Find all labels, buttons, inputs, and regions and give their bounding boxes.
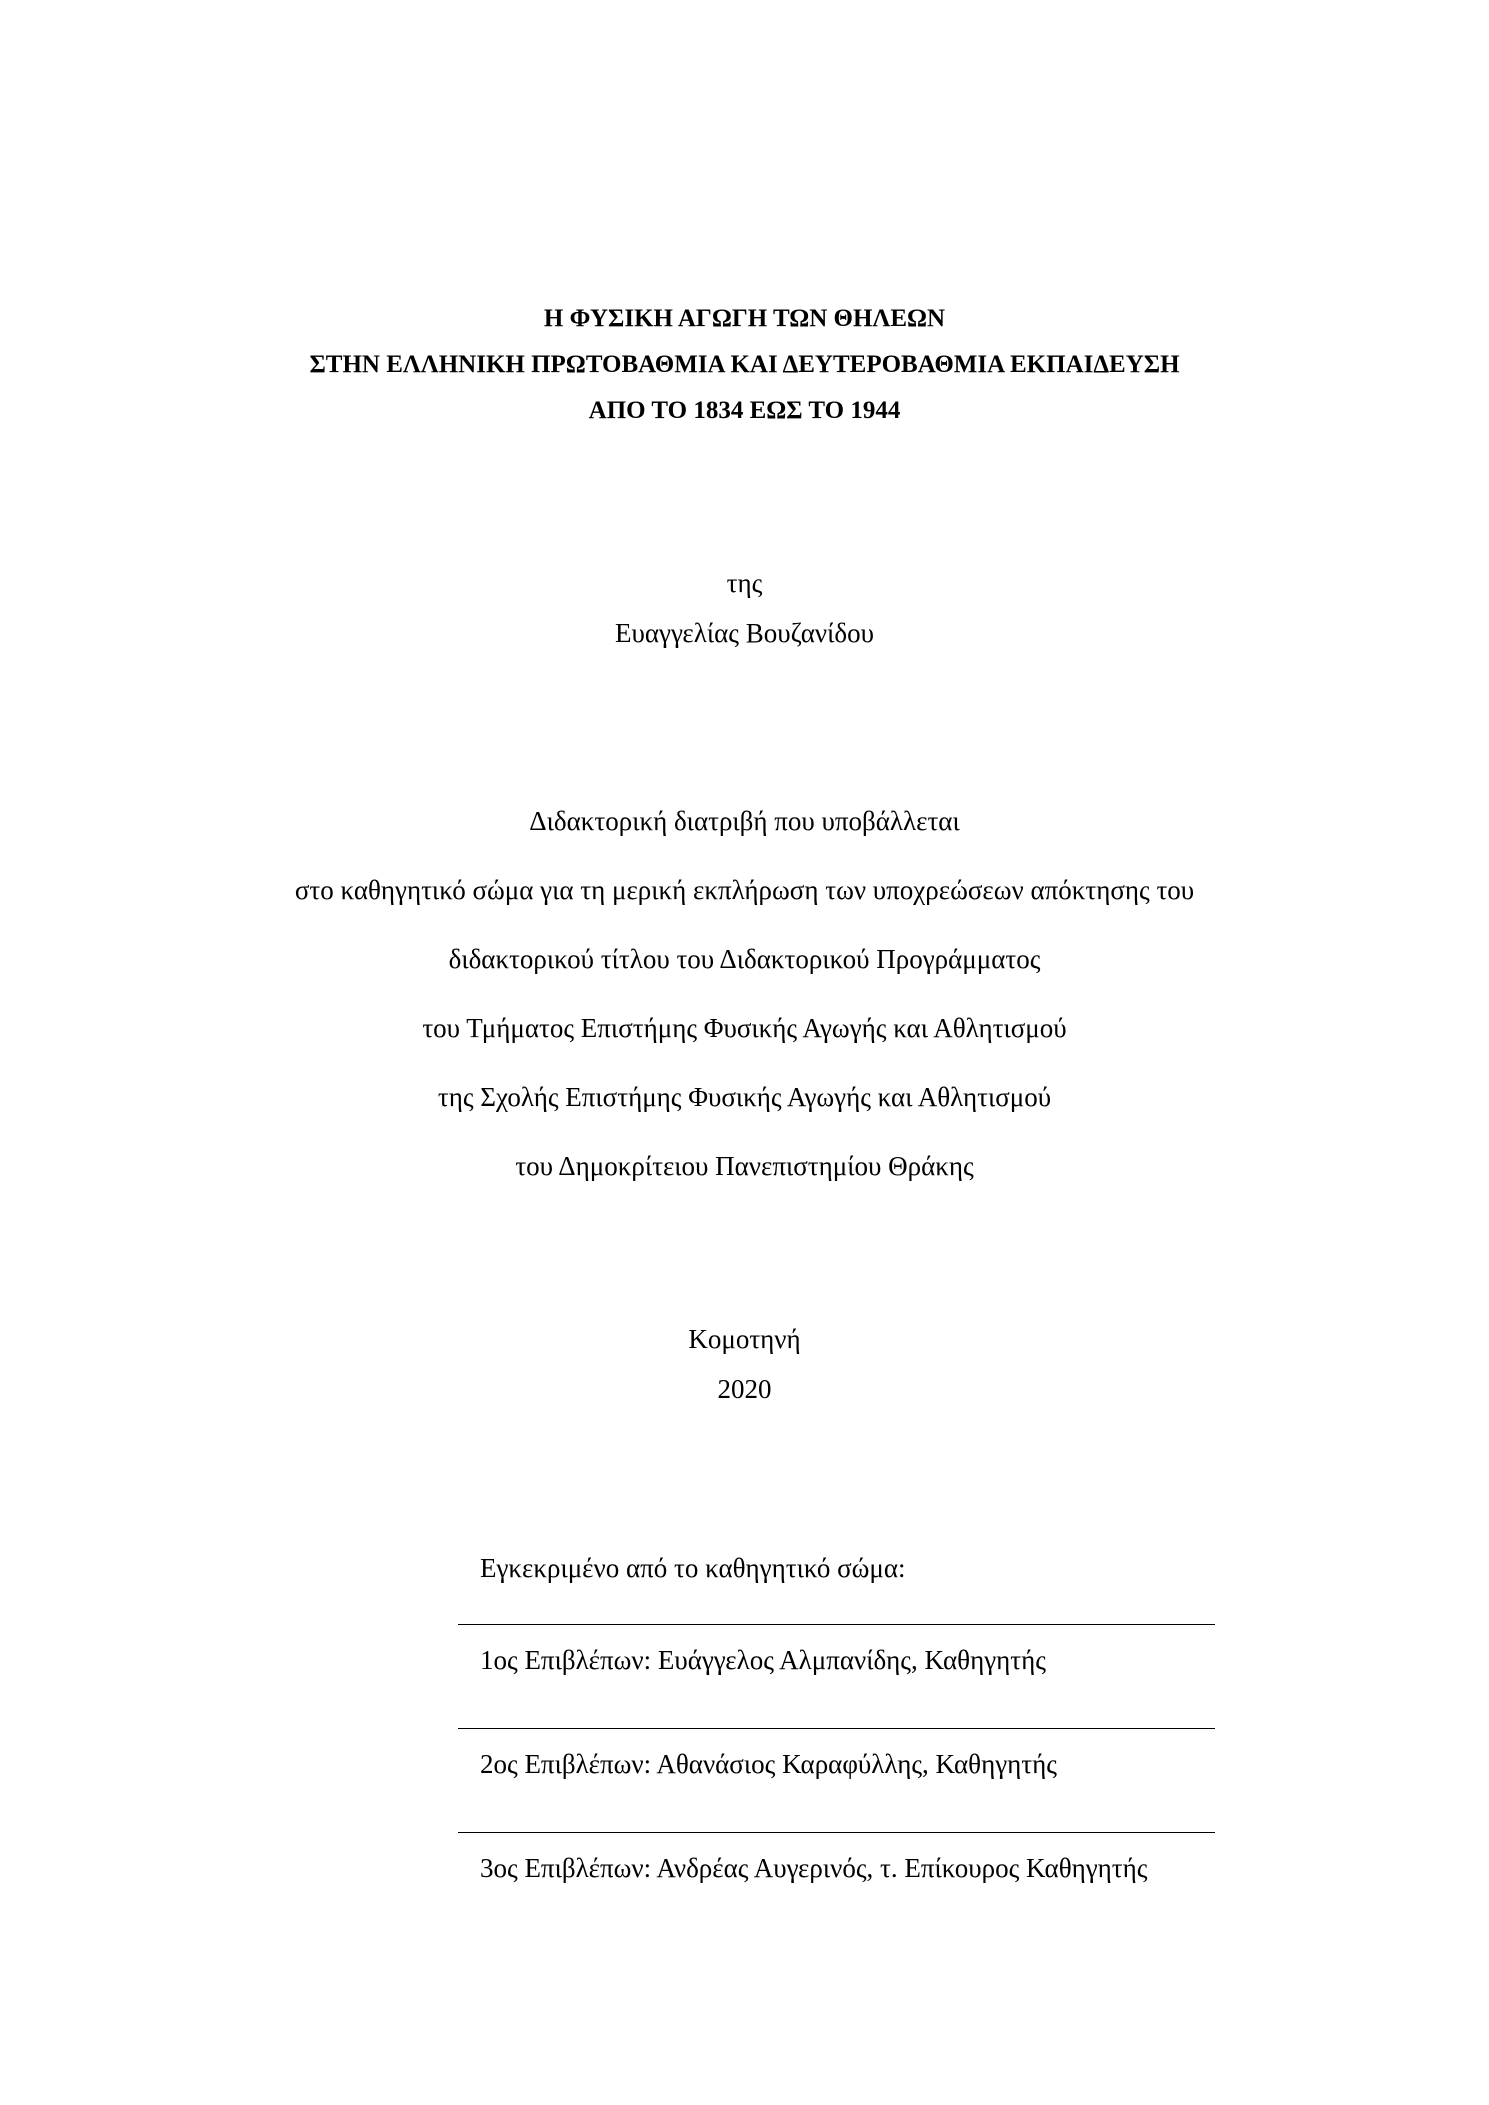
description-line: διδακτορικού τίτλου του Διδακτορικού Προγράμματος <box>448 944 1041 974</box>
description-line: του Τμήματος Επιστήμης Φυσικής Αγωγής και Αθλητισμού <box>422 1013 1067 1043</box>
supervisor-entry <box>458 1796 1258 1900</box>
supervisor-entry <box>458 1588 1258 1692</box>
author-prefix: της <box>726 568 763 598</box>
supervisor-name: 3ος Επιβλέπων: Ανδρέας Αυγερινός, τ. Επίκουρος Καθηγητής <box>480 1853 1148 1883</box>
thesis-title-line: ΑΠΟ ΤΟ 1834 ΕΩΣ ΤΟ 1944 <box>588 397 901 424</box>
thesis-title <box>0 296 1489 434</box>
supervisor-name: 1ος Επιβλέπων: Ευάγγελος Αλμπανίδης, Καθηγητής <box>480 1645 1046 1675</box>
author-name: Ευαγγελίας Βουζανίδου <box>615 618 874 648</box>
thesis-title-line: ΣΤΗΝ ΕΛΛΗΝΙΚΗ ΠΡΩΤΟΒΑΘΜΙΑ ΚΑΙ ΔΕΥΤΕΡΟΒΑΘΜΙΑ ΕΚΠΑΙΔΕΥΣΗ <box>309 351 1180 378</box>
signature-line <box>458 1832 1215 1833</box>
approval-committee <box>458 1548 1258 1900</box>
description-line: στο καθηγητικό σώμα για τη μερική εκπλήρωση των υποχρεώσεων απόκτησης του <box>294 875 1195 905</box>
description-line: Διδακτορική διατριβή που υποβάλλεται <box>529 806 960 836</box>
signature-line <box>458 1728 1215 1729</box>
author-block <box>0 558 1489 658</box>
city: Κομοτηνή <box>688 1324 801 1354</box>
thesis-title-line: Η ΦΥΣΙΚΗ ΑΓΩΓΗ ΤΩΝ ΘΗΛΕΩΝ <box>543 305 946 332</box>
year: 2020 <box>717 1374 772 1404</box>
supervisor-entry <box>458 1692 1258 1796</box>
place-date <box>0 1314 1489 1414</box>
approval-heading: Εγκεκριμένο από το καθηγητικό σώμα: <box>480 1553 906 1583</box>
signature-line <box>458 1624 1215 1625</box>
description-line: του Δημοκρίτειου Πανεπιστημίου Θράκης <box>515 1151 974 1181</box>
thesis-description <box>0 787 1489 1201</box>
description-line: της Σχολής Επιστήμης Φυσικής Αγωγής και Αθλητισμού <box>437 1082 1052 1112</box>
supervisor-name: 2ος Επιβλέπων: Αθανάσιος Καραφύλλης, Καθηγητής <box>480 1749 1057 1779</box>
